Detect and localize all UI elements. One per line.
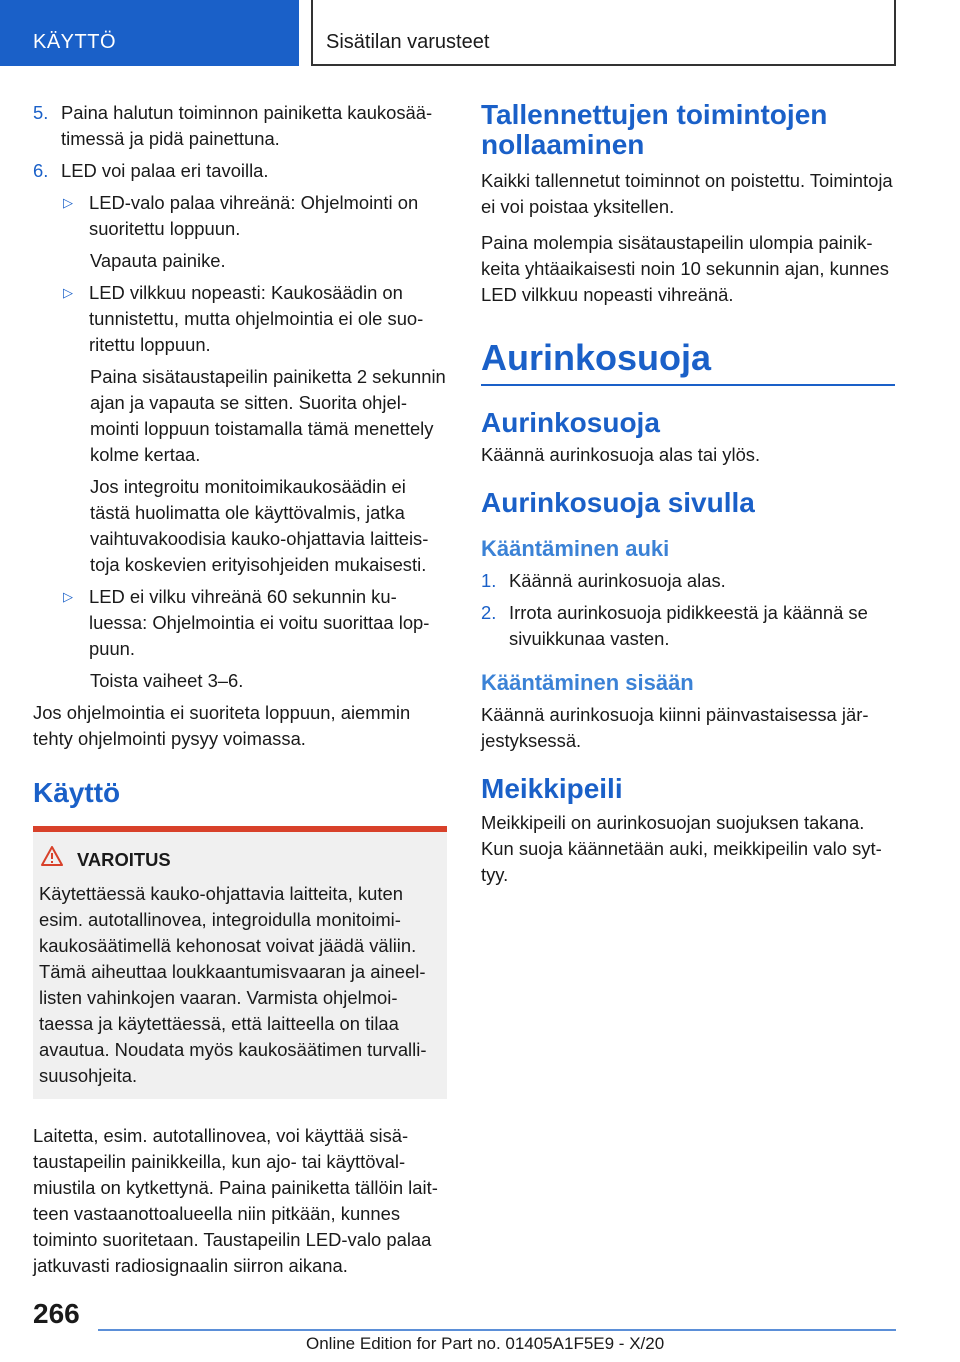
heading-kaytto: Käyttö bbox=[33, 777, 121, 808]
bullet-led-blinking bbox=[33, 280, 447, 358]
chapter-title: Sisätilan varusteet bbox=[326, 31, 490, 53]
paragraph: Paina molempia sisätaustapeilin ulompia painikkeita yhtäaikaisesti noin 10 sekunnin ajan, kunnes LED vilkkuu nopeasti vihreänä. bbox=[481, 232, 889, 305]
warning-triangle-icon bbox=[41, 846, 77, 873]
warning-text: Käytettäessä kauko-ohjattavia laitteita, kuten esim. autotallinovea, integroidulla monitoimikaukosäätimellä kehonosat voivat jäädä väliin. Tämä aiheuttaa loukkaantumisvaaran ja aineellisten vahinkojen vaaran. Varmista ohjelmoitaessa ja käytettäessä, että laitteella on tilaa avautua. Noudata myös kaukosäätimen turvallisuusohjeita. bbox=[39, 883, 427, 1086]
step-text: LED voi palaa eri tavoilla. bbox=[61, 160, 269, 181]
paragraph: Jos ohjelmointia ei suoriteta loppuun, aiemmin tehty ohjelmointi pysyy voimassa. bbox=[33, 702, 411, 749]
triangle-bullet-icon: ▷ bbox=[63, 195, 73, 210]
paragraph: Käännä aurinkosuoja kiinni päinvastaisessa järjestyksessä. bbox=[481, 704, 869, 751]
edition-text: Online Edition for Part no. 01405A1F5E9 - X/20 bbox=[306, 1334, 665, 1353]
step-2 bbox=[481, 600, 895, 652]
page-number: 266 bbox=[33, 1298, 80, 1329]
header-right-border bbox=[894, 0, 896, 66]
header-underline bbox=[313, 64, 896, 66]
warning-title bbox=[39, 846, 441, 873]
bullet-continuation: Toista vaiheet 3–6. bbox=[90, 670, 244, 691]
footer-line bbox=[98, 1329, 896, 1331]
warning-label: VAROITUS bbox=[77, 848, 171, 870]
step-1 bbox=[481, 568, 895, 594]
step-text: Paina halutun toiminnon painiketta kaukosäätimessä ja pidä painettuna. bbox=[61, 102, 433, 149]
bullet-led-green bbox=[33, 190, 447, 242]
paragraph: Kaikki tallennetut toiminnot on poistettu. Toimintoja ei voi poistaa yksitellen. bbox=[481, 170, 893, 217]
bullet-continuation: Paina sisätaustapeilin painiketta 2 sekunnin ajan ja vapauta se sitten. Suorita ohjelmointi loppuun toistamalla tämä menettely kolme kertaa. bbox=[90, 366, 446, 465]
heading-aurinkosuoja-sivulla: Aurinkosuoja sivulla bbox=[481, 487, 755, 518]
heading-reset: Tallennettujen toimintojen nollaaminen bbox=[481, 99, 828, 160]
section-tab: KÄYTTÖ bbox=[0, 0, 299, 66]
paragraph: Laitetta, esim. autotallinovea, voi käyttää sisätaustapeilin painikkeilla, kun ajo- tai käyttövalmiustila on kytkettynä. Paina painiketta tällöin laitteen vastaanottoalueella niin pitkään, kunnes toiminto suoritetaan. Taustapeilin LED-valo palaa jatkuvasti radiosignaalin siirron aikana. bbox=[33, 1125, 438, 1276]
left-column bbox=[33, 100, 447, 1289]
step-text: Irrota aurinkosuoja pidikkeestä ja käännä se sivuikkunaa vasten. bbox=[509, 602, 868, 649]
chapter-heading-aurinkosuoja: Aurinkosuoja bbox=[481, 338, 895, 386]
step-number: 5. bbox=[33, 102, 49, 123]
bullet-continuation: Vapauta painike. bbox=[90, 250, 226, 271]
step-text: Käännä aurinkosuoja alas. bbox=[509, 570, 726, 591]
step-6 bbox=[33, 158, 447, 184]
footer-edition bbox=[306, 1334, 664, 1354]
triangle-bullet-icon: ▷ bbox=[63, 589, 73, 604]
warning-box bbox=[33, 826, 447, 1099]
bullet-continuation: Jos integroitu monitoimikaukosäädin ei tästä huolimatta ole käyttövalmis, jatka vaihtuvakoodisia kauko-ohjattavia laitteistoja koskevien erityisohjeiden mukaisesti. bbox=[90, 476, 429, 575]
step-number: 2. bbox=[481, 602, 497, 623]
step-5 bbox=[33, 100, 447, 152]
bullet-text: LED ei vilku vihreänä 60 sekunnin kuluessa: Ohjelmointia ei voitu suorittaa loppuun. bbox=[89, 586, 430, 659]
heading-meikkipeili: Meikkipeili bbox=[481, 773, 623, 804]
header-separator bbox=[311, 0, 313, 66]
bullet-led-not-blinking bbox=[33, 584, 447, 662]
step-number: 1. bbox=[481, 570, 497, 591]
right-column bbox=[481, 100, 895, 898]
step-number: 6. bbox=[33, 160, 49, 181]
bullet-text: LED-valo palaa vihreänä: Ohjelmointi on suoritettu loppuun. bbox=[89, 192, 419, 239]
heading-kaantaminen-sisaan: Kääntäminen sisään bbox=[481, 670, 694, 695]
heading-aurinkosuoja: Aurinkosuoja bbox=[481, 407, 660, 438]
paragraph: Meikkipeili on aurinkosuojan suojuksen takana. Kun suoja käännetään auki, meikkipeilin valo syttyy. bbox=[481, 812, 882, 885]
bullet-text: LED vilkkuu nopeasti: Kaukosäädin on tunnistettu, mutta ohjelmointia ei ole suoritettu loppuun. bbox=[89, 282, 424, 355]
paragraph: Käännä aurinkosuoja alas tai ylös. bbox=[481, 444, 761, 465]
heading-kaantaminen-auki: Kääntäminen auki bbox=[481, 536, 670, 561]
triangle-bullet-icon: ▷ bbox=[63, 285, 73, 300]
